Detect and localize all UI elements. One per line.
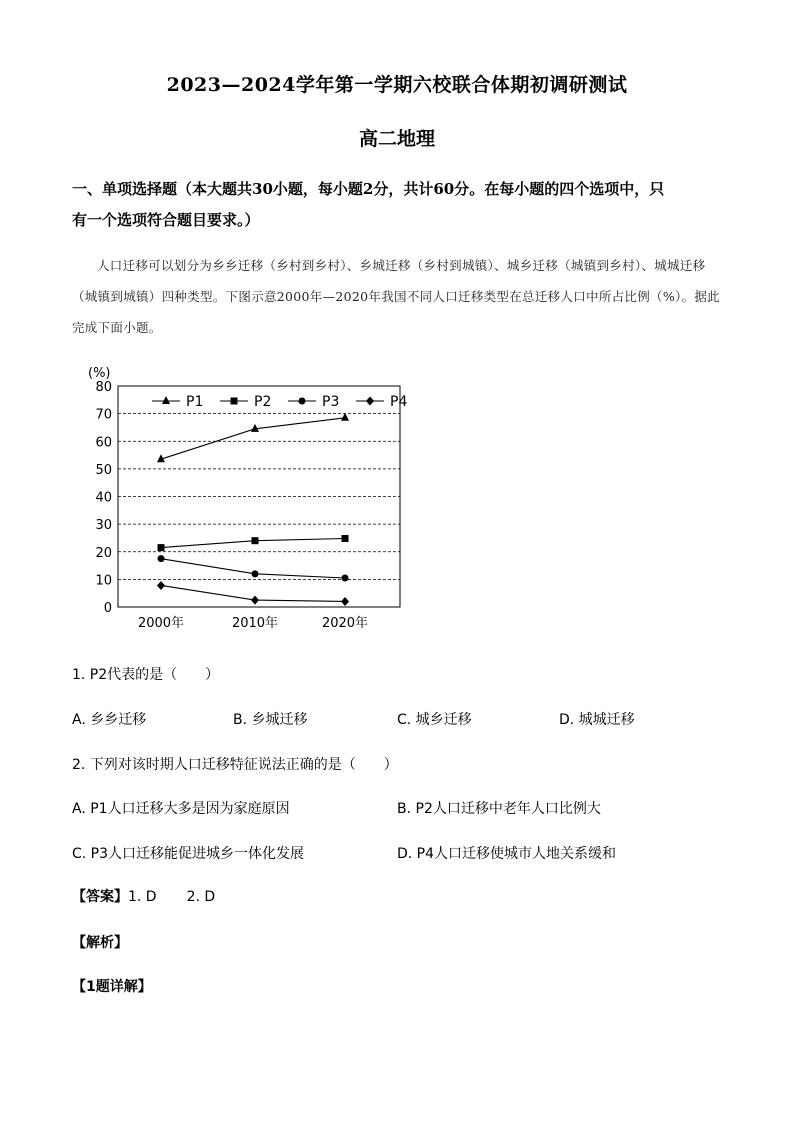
data-point-p3: [342, 574, 349, 581]
question-1-stem: 1. P2代表的是（ ）: [72, 667, 220, 683]
q2-option-c[interactable]: C. P3人口迁移能促进城乡一体化发展: [72, 846, 305, 862]
data-point-p3: [252, 570, 259, 577]
y-tick-label: 70: [95, 407, 112, 423]
paper-title: 2023—2024学年第一学期六校联合体期初调研测试: [166, 74, 628, 96]
x-tick-label: 2020年: [321, 616, 369, 631]
y-tick-label: 0: [103, 601, 112, 616]
y-axis-label: (%): [88, 366, 111, 381]
data-point-p2: [252, 537, 259, 544]
y-tick-label: 20: [95, 545, 112, 561]
legend-marker-p3: [299, 398, 306, 405]
data-point-p2: [342, 535, 349, 542]
legend-marker-p1: [162, 396, 170, 404]
answer-1: 1. D: [128, 889, 157, 905]
q1-option-a[interactable]: A. 乡乡迁移: [72, 712, 147, 728]
question-passage: 人口迁移可以划分为乡乡迁移（乡村到乡村）、乡城迁移（乡村到城镇）、城乡迁移（城镇到乡村）、城城迁移（城镇到城镇）四种类型。下图示意2000年—2020年我国不同人口迁移类型在总迁移人口中所占比例（%）。据此完成下面小题。: [72, 258, 720, 335]
legend-label-p2: P2: [254, 394, 272, 410]
q2-option-a[interactable]: A. P1人口迁移大多是因为家庭原因: [72, 801, 290, 817]
answer-label: 【答案】: [72, 889, 128, 905]
x-tick-label: 2000年: [137, 616, 185, 631]
y-tick-label: 10: [95, 573, 112, 589]
y-tick-label: 50: [95, 462, 112, 478]
question-2-stem: 2. 下列对该时期人口迁移特征说法正确的是（ ）: [72, 757, 398, 773]
legend-marker-p2: [231, 398, 238, 405]
section-heading: [72, 174, 722, 236]
q1-option-d[interactable]: D. 城城迁移: [559, 712, 635, 728]
detail-label: 【1题详解】: [72, 979, 152, 995]
y-tick-label: 80: [95, 380, 112, 395]
y-tick-label: 40: [95, 490, 112, 506]
data-point-p1: [341, 413, 349, 421]
q2-option-b[interactable]: B. P2人口迁移中老年人口比例大: [397, 801, 601, 817]
section-heading-line1: 一、单项选择题（本大题共30小题，每小题2分，共计60分。在每小题的四个选项中，只: [72, 180, 665, 198]
y-tick-label: 60: [95, 435, 112, 451]
series-line-p1: [161, 418, 345, 459]
data-point-p4: [341, 597, 349, 606]
legend-label-p4: P4: [390, 394, 408, 410]
paper-subtitle: 高二地理: [358, 128, 435, 150]
data-point-p3: [158, 555, 165, 562]
legend-marker-p4: [366, 397, 374, 406]
answer-row: [72, 886, 215, 906]
analysis-label: 【解析】: [72, 935, 128, 951]
q1-option-c[interactable]: C. 城乡迁移: [397, 712, 472, 728]
data-point-p2: [158, 544, 165, 551]
y-tick-label: 30: [95, 518, 112, 534]
x-tick-label: 2010年: [231, 616, 279, 631]
q2-option-d[interactable]: D. P4人口迁移使城市人地关系缓和: [397, 846, 617, 862]
migration-line-chart: [74, 356, 414, 638]
answer-2: 2. D: [186, 889, 216, 905]
q1-option-b[interactable]: B. 乡城迁移: [233, 712, 308, 728]
legend-label-p3: P3: [322, 394, 340, 410]
data-point-p4: [157, 581, 165, 590]
legend-label-p1: P1: [186, 394, 204, 410]
section-heading-line2: 有一个选项符合题目要求。）: [72, 211, 260, 229]
data-point-p4: [251, 596, 259, 605]
data-point-p1: [251, 424, 259, 432]
